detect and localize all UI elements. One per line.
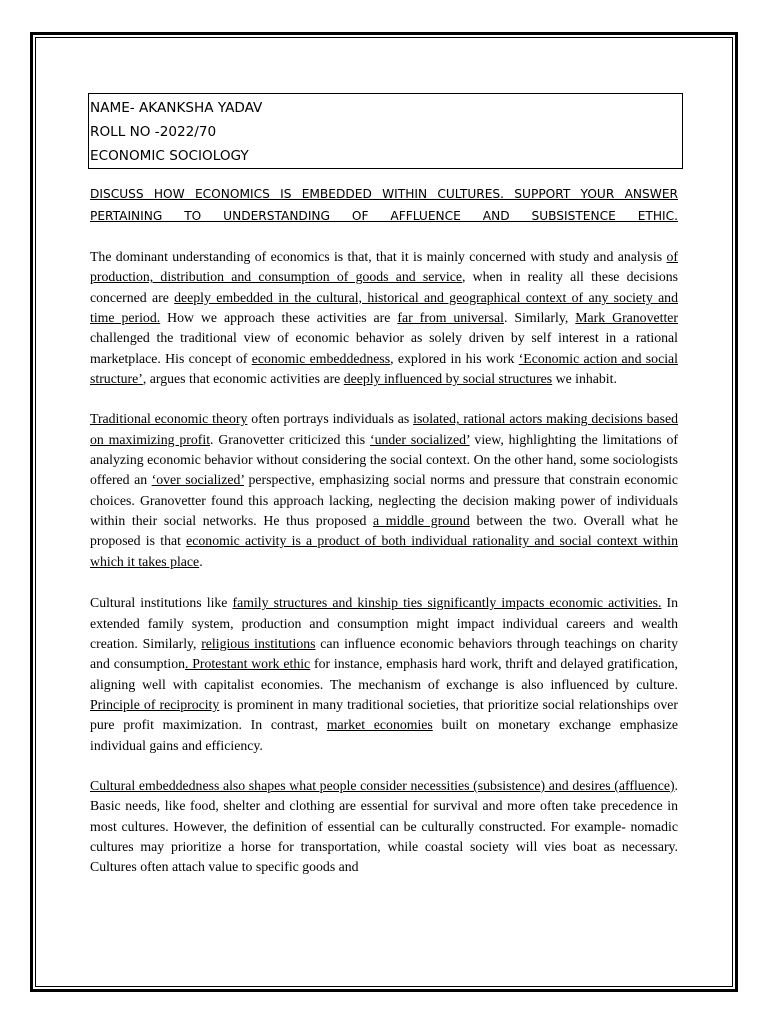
question-line-1: DISCUSS HOW ECONOMICS IS EMBEDDED WITHIN CULTURES. SUPPORT YOUR ANSWER	[90, 187, 678, 201]
question-line-2: PERTAINING TO UNDERSTANDING OF AFFLUENCE AND SUBSISTENCE ETHIC.	[90, 209, 678, 223]
paragraph-1: The dominant understanding of economics is that, that it is mainly concerned with study and analysis of production, distribution and consumption of goods and service, when in reality all these decisions concerned are deeply embedded in the cultural, historical and geographical context of any society and time period. How we approach these activities are far from universal. Similarly, Mark Granovetter challenged the traditional view of economic behavior as solely driven by self interest in a rational marketplace. His concept of economic embeddedness, explored in his work ‘Economic action and social structure’, argues that economic activities are deeply influenced by social structures we inhabit.	[90, 249, 678, 387]
student-info-box	[88, 93, 683, 169]
student-name: NAME- AKANKSHA YADAV	[90, 100, 263, 116]
roll-number: ROLL NO -2022/70	[90, 124, 217, 140]
document-body	[90, 93, 678, 878]
course-title: ECONOMIC SOCIOLOGY	[90, 148, 249, 164]
paragraph-2: Traditional economic theory often portrays individuals as isolated, rational actors making decisions based on maximizing profit. Granovetter criticized this ‘under socialized’ view, highlighting the limitations of analyzing economic behavior without considering the social context. On the other hand, some sociologists offered an ‘over socialized’ perspective, emphasizing social norms and pressure that constrain economic choices. Granovetter found this approach lacking, neglecting the decision making power of individuals within their social networks. He thus proposed a middle ground between the two. Overall what he proposed is that economic activity is a product of both individual rationality and social context within which it takes place.	[90, 411, 679, 569]
paragraph-3: Cultural institutions like family structures and kinship ties significantly impacts economic activities. In extended family system, production and consumption might impact individual careers and wealth creation. Similarly, religious institutions can influence economic behaviors through teachings on charity and consumption. Protestant work ethic for instance, emphasis hard work, thrift and delayed gratification, aligning well with capitalist economies. The mechanism of exchange is also influenced by culture. Principle of reciprocity is prominent in many traditional societies, that prioritize social relationships over pure profit maximization. In contrast, market economies built on monetary exchange emphasize individual gains and efficiency.	[90, 595, 678, 753]
paragraph-4: Cultural embeddedness also shapes what people consider necessities (subsistence) and desires (affluence). Basic needs, like food, shelter and clothing are essential for survival and more often take precedence in most cultures. However, the definition of essential can be culturally constructed. For example- nomadic cultures may prioritize a horse for transportation, while coastal society will vies boat as necessary. Cultures often attach value to specific goods and	[90, 777, 678, 875]
question-heading	[90, 183, 678, 227]
